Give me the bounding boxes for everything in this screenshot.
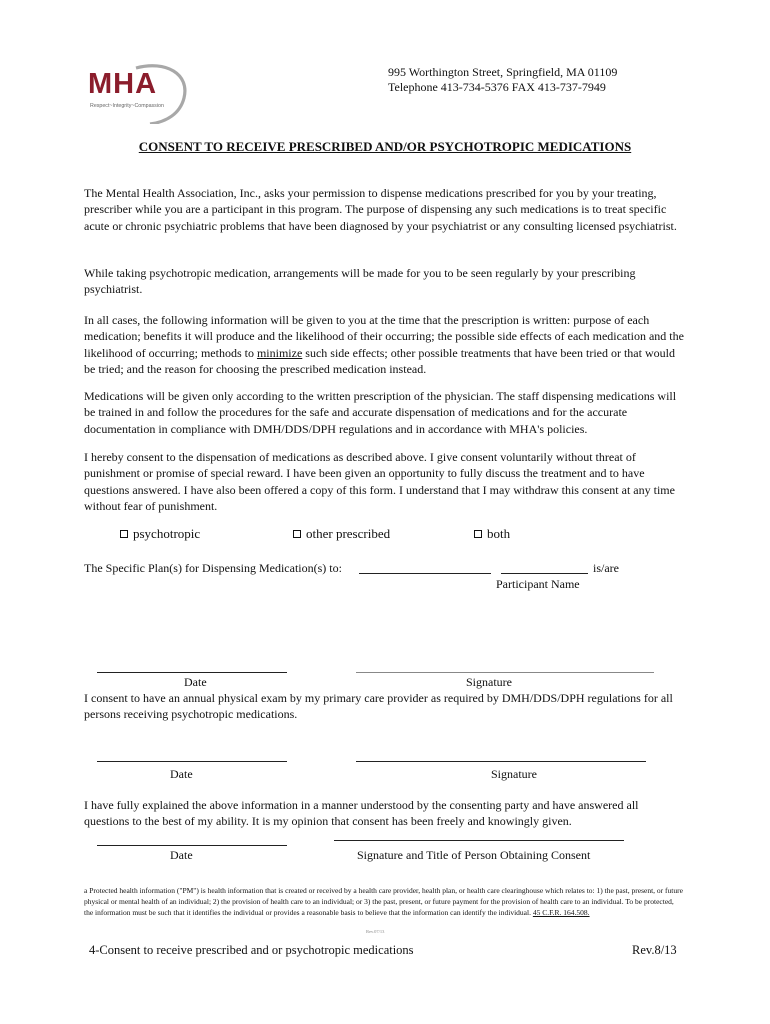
- checkbox-square-icon[interactable]: [474, 530, 482, 538]
- footer-revision: Rev.8/13: [632, 943, 677, 957]
- checkbox-other-prescribed[interactable]: [293, 526, 390, 542]
- footnote: [84, 886, 684, 918]
- checkbox-square-icon[interactable]: [120, 530, 128, 538]
- specific-plan-label: The Specific Plan(s) for Dispensing Medication(s) to:: [84, 561, 342, 575]
- checkbox-other-label: other prescribed: [306, 526, 391, 541]
- signature-line-1[interactable]: [356, 672, 654, 673]
- checkbox-both-label: both: [487, 526, 511, 541]
- participant-name-field[interactable]: [501, 573, 588, 574]
- paragraph-consent: I hereby consent to the dispensation of medications as described above. I give consent voluntarily without threat of punishment or promise of special reward. I have been given an opportunity to fully discuss the treatment and to have questions answered. I have also been offered a copy of this form. I understand that I may withdraw this consent at any time without fear of punishment.: [84, 450, 675, 514]
- mha-logo: [84, 62, 194, 124]
- checkbox-psychotropic[interactable]: [120, 526, 200, 542]
- signature-label-1: Signature: [466, 675, 512, 689]
- p3-after: such side effects; other possible treatments that have been tried or that would be tried; and the reason for choosing the prescribed medication instead.: [84, 345, 675, 377]
- participant-name-label: Participant Name: [496, 577, 580, 591]
- paragraph-arrangements: While taking psychotropic medication, arrangements will be made for you to be seen regularly by your prescribing psychiatrist.: [84, 266, 636, 297]
- paragraph-annual-exam: I consent to have an annual physical exam by my primary care provider as required by DMH/DDS/DPH regulations for all persons receiving psychotropic medications.: [84, 691, 673, 722]
- date-label-3: Date: [170, 848, 193, 862]
- signature-line-3[interactable]: [334, 840, 624, 841]
- date-line-2[interactable]: [97, 761, 287, 762]
- paragraph-information: [84, 312, 684, 378]
- logo-text: MHA: [88, 68, 158, 100]
- footnote-text: a Protected health information ("PM") is health information that is created or received by a health care provider, health plan, or health care clearinghouse which relates to: 1) the past, present, or future physical or mental health of an individual; 2) the provision of health care to an individual; or 3) the past, present, or future payment for the provision of health care to an individual. To be protected, the information must be such that it identifies the individual or provides a reasonable basis to believe that the information can identify the individual.: [84, 886, 683, 917]
- footer-title: 4-Consent to receive prescribed and or psychotropic medications: [89, 943, 414, 957]
- footnote-rev: Rev.07/13: [366, 929, 385, 934]
- paragraph-explained: I have fully explained the above information in a manner understood by the consenting party and have answered all questions to the best of my ability. It is my opinion that consent has been freely and knowingly given.: [84, 798, 639, 829]
- footnote-citation: 45 C.F.R. 164.508.: [532, 907, 590, 917]
- p3-before: In all cases, the following information will be given to you at the time that the prescription is written: purpose of each medication; benefits it will produce and the likelihood of their occurring; the possible side effects of each medication and the likelihood of occurring; methods to: [84, 313, 684, 360]
- date-label-2: Date: [170, 767, 193, 781]
- paragraph-permission: The Mental Health Association, Inc., asks your permission to dispense medications prescribed for you by your treating, prescriber while you are a participant in this program. The purpose of dispensing any such medications is to treat specific acute or chronic psychiatric problems that have been diagnosed by your psychiatrist or any consulting licensed psychiatrist.: [84, 186, 677, 233]
- date-line-1[interactable]: [97, 672, 287, 673]
- specific-plan-suffix: is/are: [593, 561, 619, 575]
- signature-line-2[interactable]: [356, 761, 646, 762]
- p3-underlined: minimize: [256, 345, 303, 360]
- date-line-3[interactable]: [97, 845, 287, 846]
- phone-line: Telephone 413-734-5376 FAX 413-737-7949: [388, 80, 606, 94]
- checkbox-psychotropic-label: psychotropic: [133, 526, 201, 541]
- date-label-1: Date: [184, 675, 207, 689]
- paragraph-medications: Medications will be given only according to the written prescription of the physician. The staff dispensing medications will be trained in and follow the procedures for the safe and accurate dispensation of medications and for the accurate documentation in compliance with DMH/DDS/DPH regulations and in accordance with MHA's policies.: [84, 389, 677, 436]
- specific-plan-field[interactable]: [359, 573, 491, 574]
- signature-label-2: Signature: [491, 767, 537, 781]
- signature-label-3: Signature and Title of Person Obtaining Consent: [357, 848, 591, 862]
- page-title: CONSENT TO RECEIVE PRESCRIBED AND/OR PSYCHOTROPIC MEDICATIONS: [138, 139, 632, 154]
- checkbox-square-icon[interactable]: [293, 530, 301, 538]
- checkbox-both[interactable]: [474, 526, 510, 542]
- logo-tagline: Respect~Integrity~Compassion: [90, 103, 164, 109]
- address-line: 995 Worthington Street, Springfield, MA 01109: [388, 65, 618, 79]
